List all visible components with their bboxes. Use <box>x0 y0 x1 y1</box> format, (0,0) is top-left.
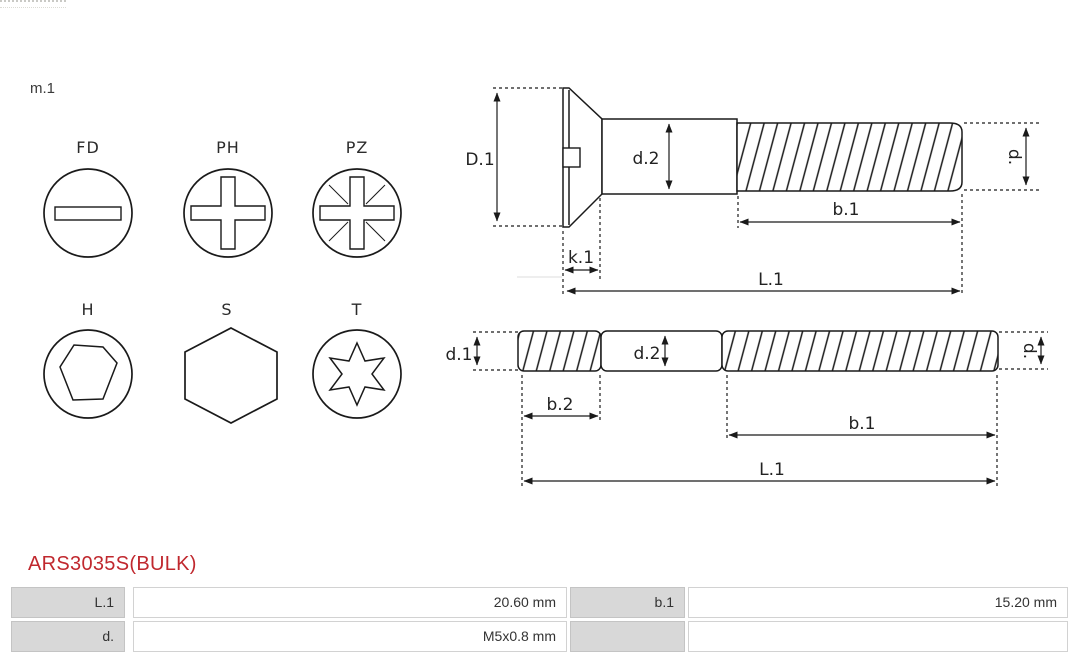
spec-row-1 <box>11 587 1068 618</box>
drive-label-h: H <box>81 300 95 319</box>
drive-icon-t <box>313 330 401 418</box>
screw-head-slot <box>563 148 580 167</box>
drive-icon-fd <box>44 169 132 257</box>
drive-icon-pz <box>313 169 401 257</box>
spec-label-b1: b.1 <box>570 587 685 618</box>
spec-label-empty <box>570 621 685 652</box>
dim-d1: d.1 <box>445 345 473 365</box>
dim-b1: b.1 <box>832 200 860 220</box>
stud-shank <box>601 331 722 371</box>
drive-icon-h <box>44 330 132 418</box>
drive-label-ph: PH <box>216 138 240 157</box>
hex-head-glyph <box>185 328 277 423</box>
dim-b2: b.2 <box>546 395 574 415</box>
drive-icon-ph <box>184 169 272 257</box>
dim-D1: D.1 <box>465 150 495 170</box>
spec-value-b1: 15.20 mm <box>688 587 1068 618</box>
dim-d: d. <box>1019 342 1039 360</box>
dim-d2: d.2 <box>633 344 661 364</box>
stud-thread-left <box>518 331 601 371</box>
slot-glyph <box>55 207 121 220</box>
m1-label: m.1 <box>30 80 56 97</box>
drive-label-fd: FD <box>76 138 100 157</box>
stud-thread-right <box>722 331 998 371</box>
drive-label-pz: PZ <box>345 138 369 157</box>
dim-b1: b.1 <box>848 414 876 434</box>
drive-icon-s <box>185 328 277 423</box>
spec-value-d: M5x0.8 mm <box>133 621 567 652</box>
stud-drawing <box>518 331 998 371</box>
dim-d2: d.2 <box>632 149 660 169</box>
spec-table <box>11 587 1068 655</box>
dim-L1: L.1 <box>758 270 784 290</box>
dim-d: d. <box>1004 148 1024 166</box>
spec-value-L1: 20.60 mm <box>133 587 567 618</box>
dim-L1: L.1 <box>759 460 785 480</box>
spec-label-d: d. <box>11 621 125 652</box>
screw-thread <box>737 123 962 191</box>
spec-value-empty <box>688 621 1068 652</box>
spec-row-2 <box>11 621 1068 652</box>
spec-label-L1: L.1 <box>11 587 125 618</box>
drive-label-s: S <box>221 300 233 319</box>
drive-label-t: T <box>351 300 363 319</box>
countersunk-screw-drawing <box>563 88 962 227</box>
product-code: ARS3035S(BULK) <box>28 553 197 575</box>
dim-k1: k.1 <box>567 248 595 268</box>
